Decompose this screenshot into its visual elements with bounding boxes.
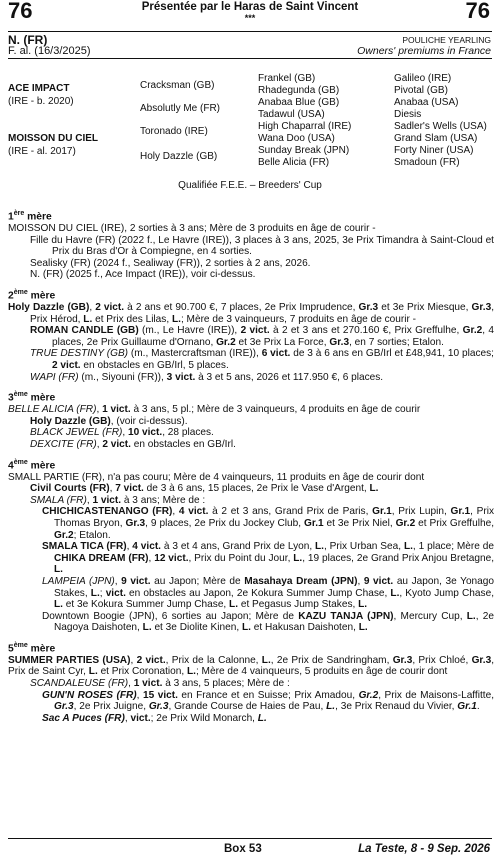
dam-info: (IRE - al. 2017) (8, 146, 76, 157)
pedigree-g2: Anabaa Blue (GB) (258, 97, 340, 108)
qualification-note: Qualifiée F.E.E. – Breeders' Cup (178, 180, 322, 191)
produce-line: GUN'N ROSES (FR), 15 vict. en France et en Suisse; Prix Amadou, Gr.2, Prix de Maisons-Laffitte, Gr.3, 2e Prix Juigne, Gr.3, Grande Course de Haies de Pau, L., 3e Prix Renaud du Vivier, Gr.1. (42, 689, 495, 713)
owners-premiums: Owners' premiums in France (357, 45, 491, 57)
sex-type: POULICHE YEARLING (402, 35, 491, 45)
lot-header (0, 0, 500, 30)
dam-line: SUMMER PARTIES (USA), 2 vict., Prix de la Calonne, L., 2e Prix de Sandringham, Gr.3, Prix Chloé, Gr.3, Prix de Saint Cyr, L. et Prix Coronation, L.; Mère de 4 vainqueurs, 5 produits en âge de courir dont (8, 654, 495, 678)
pedigree-g2: Rhadegunda (GB) (258, 85, 340, 96)
dam-line: MOISSON DU CIEL (IRE), 2 sorties à 3 ans; Mère de 3 produits en âge de courir - (8, 223, 376, 235)
produce-line: Downtown Boogie (JPN), 6 sorties au Japon; Mère de KAZU TANJA (JPN), Mercury Cup, L., 2e Nagoya Daishoten, L. et 3e Diolite Kinen, L. et Hakusan Daishoten, L. (42, 610, 494, 634)
section-title-1: 1ère mère (8, 210, 52, 223)
foaled-date: F. al. (16/3/2025) (8, 45, 91, 57)
produce-line: N. (FR) (2025 f., Ace Impact (IRE)), voir ci-dessus. (30, 269, 256, 281)
pedigree-g1: Toronado (IRE) (140, 126, 208, 137)
catalogue-body (8, 202, 494, 724)
pedigree-g2: Frankel (GB) (258, 73, 316, 84)
rating-stars: *** (244, 13, 256, 23)
pedigree-g3: Diesis (394, 109, 422, 120)
pedigree-g3: Galileo (IRE) (394, 73, 452, 84)
pedigree-g2: Tadawul (USA) (258, 109, 325, 120)
produce-line: Fille du Havre (FR) (2022 f., Le Havre (IRE)), 3 places à 3 ans, 2025, 3e Prix Timandra à Saint-Cloud et Prix du Bras d'Or à Compiegne, en 4 sorties. (30, 234, 494, 258)
sire-name: ACE IMPACT (8, 83, 70, 94)
lot-number-left: 76 (8, 0, 33, 23)
lot-number-right: 76 (465, 0, 490, 23)
sire-info: (IRE - b. 2020) (8, 96, 74, 107)
produce-line: ROMAN CANDLE (GB) (m., Le Havre (IRE)), 2 vict. à 2 et 3 ans et 270.160 €, Prix Greffulhe, Gr.2, 4 places, 2e Prix Guillaume d'Ornano, Gr.2 et 3e Prix La Force, Gr.3, en 7 sorties; Etalon. (30, 325, 495, 348)
pedigree-rule (8, 58, 492, 59)
produce-line: Sealisky (FR) (2024 f., Sealiway (FR)), 2 sorties à 2 ans, 2026. (30, 257, 311, 269)
section-title-4: 4ème mère (8, 458, 56, 471)
header-rule (8, 31, 492, 32)
pedigree-g3: Pivotal (GB) (394, 85, 448, 96)
dam-name: MOISSON DU CIEL (8, 133, 99, 144)
produce-line: CHICHICASTENANGO (FR), 4 vict. à 2 et 3 ans, Grand Prix de Paris, Gr.1, Prix Lupin, Gr.1, Prix Thomas Bryon, Gr.3, 9 places, 2e Prix du Jockey Club, Gr.1 et 3e Prix Niel, Gr.2 et Prix Greffulhe, Gr.2; Etalon. (42, 506, 495, 541)
horse-name: N. (FR) (8, 33, 48, 47)
section-title-2: 2ème mère (8, 288, 56, 302)
pedigree-g2: Belle Alicia (FR) (258, 157, 330, 168)
pedigree-g3: Smadoun (FR) (394, 157, 460, 168)
dam-line: BELLE ALICIA (FR), 1 vict. à 3 ans, 5 pl.; Mère de 3 vainqueurs, 4 produits en âge de courir (8, 404, 421, 416)
produce-line: BLACK JEWEL (FR), 10 vict., 28 places. (30, 427, 214, 439)
pedigree-g3: Forty Niner (USA) (394, 145, 474, 156)
presenter: Présentée par le Haras de Saint Vincent (141, 1, 359, 13)
produce-line: Civil Courts (FR), 7 vict. de 3 à 6 ans, 15 places, 2e Prix le Vase d'Argent, L. (30, 483, 379, 495)
pedigree-g3: Anabaa (USA) (394, 97, 459, 108)
pedigree-g2: Wana Doo (USA) (258, 133, 335, 144)
produce-line: LAMPEIA (JPN), 9 vict. au Japon; Mère de Masahaya Dream (JPN), 9 vict. au Japon, 3e Yonago Stakes, L.; vict. en obstacles au Japon, 2e Kokura Summer Jump Chase, L., Kyoto Jump Chase, L. et 3e Kokura Summer Jump Chase, L. et Pegasus Jump Stakes, L. (42, 575, 495, 611)
produce-line: SCANDALEUSE (FR), 1 vict. à 3 ans, 5 places; Mère de : (30, 678, 290, 690)
dam-line: Holy Dazzle (GB), 2 vict. à 2 ans et 90.700 €, 7 places, 2e Prix Imprudence, Gr.3 et 3e Prix Miesque, Gr.3, Prix Hérod, L. et Prix des Lilas, L.; Mère de 3 vainqueurs, 7 produits en âge de courir - (8, 302, 494, 325)
produce-line: Holy Dazzle (GB), (voir ci-dessus). (30, 415, 188, 427)
dam-line: SMALL PARTIE (FR), n'a pas couru; Mère de 4 vainqueurs, 11 produits en âge de courir dont (8, 471, 425, 483)
produce-line: WAPI (FR) (m., Siyouni (FR)), 3 vict. à 3 et 5 ans, 2026 et 117.950 €, 6 places. (30, 371, 384, 383)
footer-rule (8, 838, 492, 839)
produce-line: SMALA TICA (FR), 4 vict. à 3 et 4 ans, Grand Prix de Lyon, L., Prix Urban Sea, L., 1 place; Mère de CHIKA DREAM (FR), 12 vict., Prix du Point du Jour, L., 19 places, 2e Grand Prix Anjou Bretagne, L. (42, 541, 495, 576)
produce-line: Sac A Puces (FR), vict.; 2e Prix Wild Monarch, L. (42, 712, 267, 724)
pedigree-g1: Holy Dazzle (GB) (140, 151, 218, 162)
pedigree-g2: High Chaparral (IRE) (258, 121, 352, 132)
pedigree-g3: Grand Slam (USA) (394, 133, 478, 144)
sale-place-date: La Teste, 8 - 9 Sep. 2026 (358, 843, 490, 855)
produce-line: SMALA (FR), 1 vict. à 3 ans; Mère de : (30, 494, 206, 506)
box-number: Box 53 (224, 843, 262, 855)
pedigree-g3: Sadler's Wells (USA) (394, 121, 487, 132)
pedigree-g1: Cracksman (GB) (140, 80, 215, 91)
pedigree-g2: Sunday Break (JPN) (258, 145, 350, 156)
produce-line: TRUE DESTINY (GB) (m., Mastercraftsman (IRE)), 6 vict. de 3 à 6 ans en GB/Irl et £48,941, 10 places; 2 vict. en obstacles en GB/Irl, 5 places. (30, 348, 494, 371)
produce-line: DEXCITE (FR), 2 vict. en obstacles en GB/Irl. (30, 438, 236, 450)
section-title-3: 3ème mère (8, 391, 56, 404)
section-title-5: 5ème mère (8, 641, 56, 655)
pedigree-g1: Absolutly Me (FR) (140, 103, 221, 114)
